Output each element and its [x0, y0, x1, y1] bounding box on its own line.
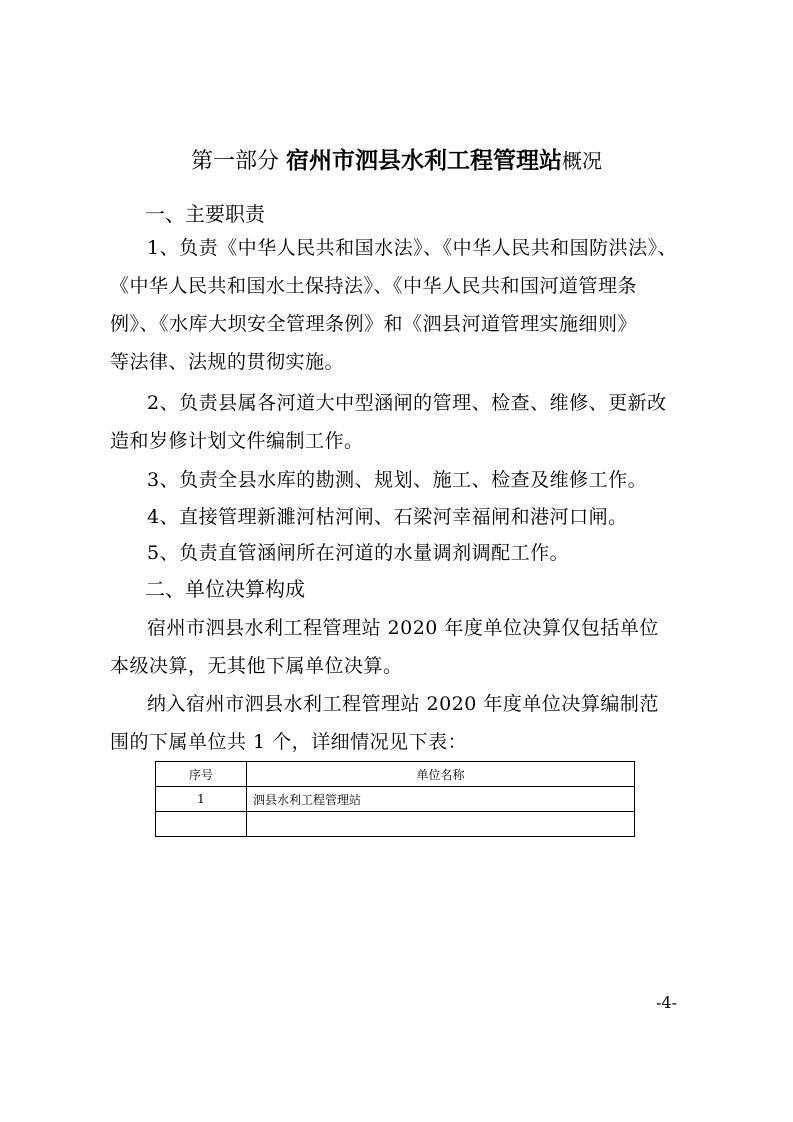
- title-org: 宿州市泗县水利工程管理站: [286, 148, 562, 174]
- title-part: 第一部分: [190, 149, 279, 174]
- section1-heading: 一、主要职责: [145, 202, 265, 226]
- cell-unit-name: 泗县水利工程管理站: [247, 787, 635, 812]
- page-title: [0, 146, 793, 177]
- s1-p3: 3、负责全县水库的勘测、规划、施工、检查及维修工作。: [147, 469, 648, 491]
- page-number: -4-: [656, 993, 677, 1012]
- s1-p4: 4、直接管理新濉河枯河闸、石梁河幸福闸和港河口闸。: [147, 506, 628, 528]
- s1-p2-line2: 造和岁修计划文件编制工作。: [110, 430, 364, 452]
- cell-unit-name: [247, 812, 635, 837]
- s1-p1-line3: 例》、《水库大坝安全管理条例》和《泗县河道管理实施细则》: [110, 313, 638, 335]
- cell-index: 1: [156, 787, 247, 812]
- section2-heading: 二、单位决算构成: [145, 577, 305, 601]
- units-table: [155, 761, 635, 837]
- title-tail: 概况: [562, 149, 602, 173]
- header-unit-name: 单位名称: [247, 762, 635, 787]
- s2-p1-line1: 宿州市泗县水利工程管理站 2020 年度单位决算仅包括单位: [147, 617, 659, 639]
- table-row: [156, 787, 635, 812]
- s1-p1-line4: 等法律、法规的贯彻实施。: [110, 351, 345, 373]
- s2-p2-line2: 围的下属单位共 1 个，详细情况见下表：: [110, 731, 468, 753]
- table-row: [156, 812, 635, 837]
- s1-p1-line1: 1、负责《中华人民共和国水法》、《中华人民共和国防洪法》、: [147, 237, 678, 259]
- s1-p1-line2: 《中华人民共和国水土保持法》、《中华人民共和国河道管理条: [110, 275, 638, 297]
- cell-index: [156, 812, 247, 837]
- s1-p2-line1: 2、负责县属各河道大中型涵闸的管理、检查、维修、更新改: [147, 392, 667, 414]
- header-index: 序号: [156, 762, 247, 787]
- table-header-row: [156, 762, 635, 787]
- s2-p1-line2: 本级决算，无其他下属单位决算。: [110, 655, 403, 677]
- s2-p2-line1: 纳入宿州市泗县水利工程管理站 2020 年度单位决算编制范: [147, 693, 659, 715]
- s1-p5: 5、负责直管涵闸所在河道的水量调剂调配工作。: [147, 542, 570, 564]
